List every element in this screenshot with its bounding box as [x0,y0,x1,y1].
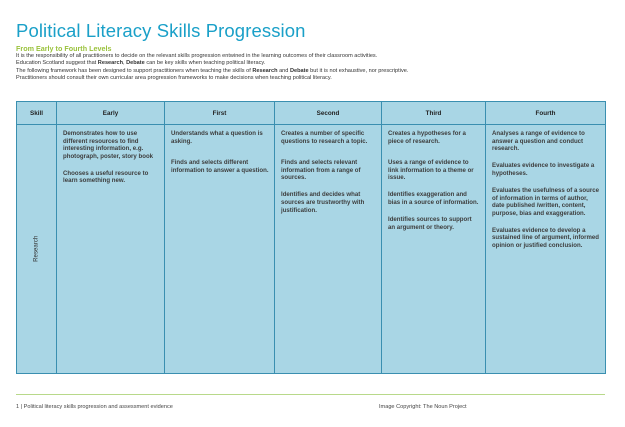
cell-paragraph: Identifies sources to support an argument or theory. [388,216,472,231]
footer-page-info: 1 | Political literacy skills progression and assessment evidence [16,404,173,410]
page-subtitle: From Early to Fourth Levels [16,44,112,53]
cell-third [382,125,486,374]
cell-paragraph: Evaluates the usefulness of a source of information in terms of author, date published /written, content, purpose, bias and exaggeration. [492,186,600,217]
intro-text [16,53,616,82]
cell-paragraph: Creates a number of specific questions to research a topic. [281,130,368,145]
intro-line: Practitioners should consult their own curricular area progression frameworks to make decisions when teaching political literacy. [16,74,332,81]
skill-cell [17,125,57,374]
header-fourth: Fourth [486,102,606,125]
cell-paragraph: Finds and selects different information to answer a question. [171,159,269,174]
footer-copyright: Image Copyright: The Noun Project [379,404,467,410]
cell-paragraph: Analyses a range of evidence to answer a question and conduct research. [492,130,585,153]
header-third: Third [382,102,486,125]
header-early: Early [57,102,165,125]
skill-label: Research [32,235,40,263]
cell-fourth [486,125,606,374]
cell-paragraph: Identifies and decides what sources are trustworthy with justification. [281,191,365,214]
cell-first [165,125,275,374]
header-skill: Skill [17,102,57,125]
cell-paragraph: Evaluates evidence to investigate a hypotheses. [492,162,595,177]
cell-paragraph: Understands what a question is asking. [171,130,263,145]
cell-paragraph: Uses a range of evidence to link information to a theme or issue. [388,159,474,182]
skills-progression-table [16,101,606,374]
intro-line: Education Scotland suggest that Research, Debate can be key skills when teaching political literacy. [16,60,266,67]
cell-paragraph: Demonstrates how to use different resources to find interesting information, e.g. photograph, poster, story book [63,130,154,160]
header-first: First [165,102,275,125]
intro-line: The following framework has been designed to support practitioners when teaching the skills of Research and Debate but it is not exhaustive, nor prescriptive. [16,67,409,74]
cell-paragraph: Creates a hypotheses for a piece of research. [388,130,466,145]
intro-line: It is the responsibility of all practitioners to decide on the relevant skills progression entwined in the learning outcomes of their classroom activities. [16,53,378,59]
cell-paragraph: Finds and selects relevant information from a range of sources. [281,159,361,182]
cell-paragraph: Evaluates evidence to develop a sustained line of argument, informed opinion or justified conclusion. [492,226,599,250]
cell-second [275,125,382,374]
cell-early [57,125,165,374]
cell-paragraph: Identifies exaggeration and bias in a source of information. [388,191,479,207]
footer-divider [16,394,605,395]
table-row-research [17,125,606,374]
table-header-row [17,102,606,125]
cell-paragraph: Chooses a useful resource to learn something new. [63,169,149,185]
page-title: Political Literacy Skills Progression [16,20,306,41]
header-second: Second [275,102,382,125]
